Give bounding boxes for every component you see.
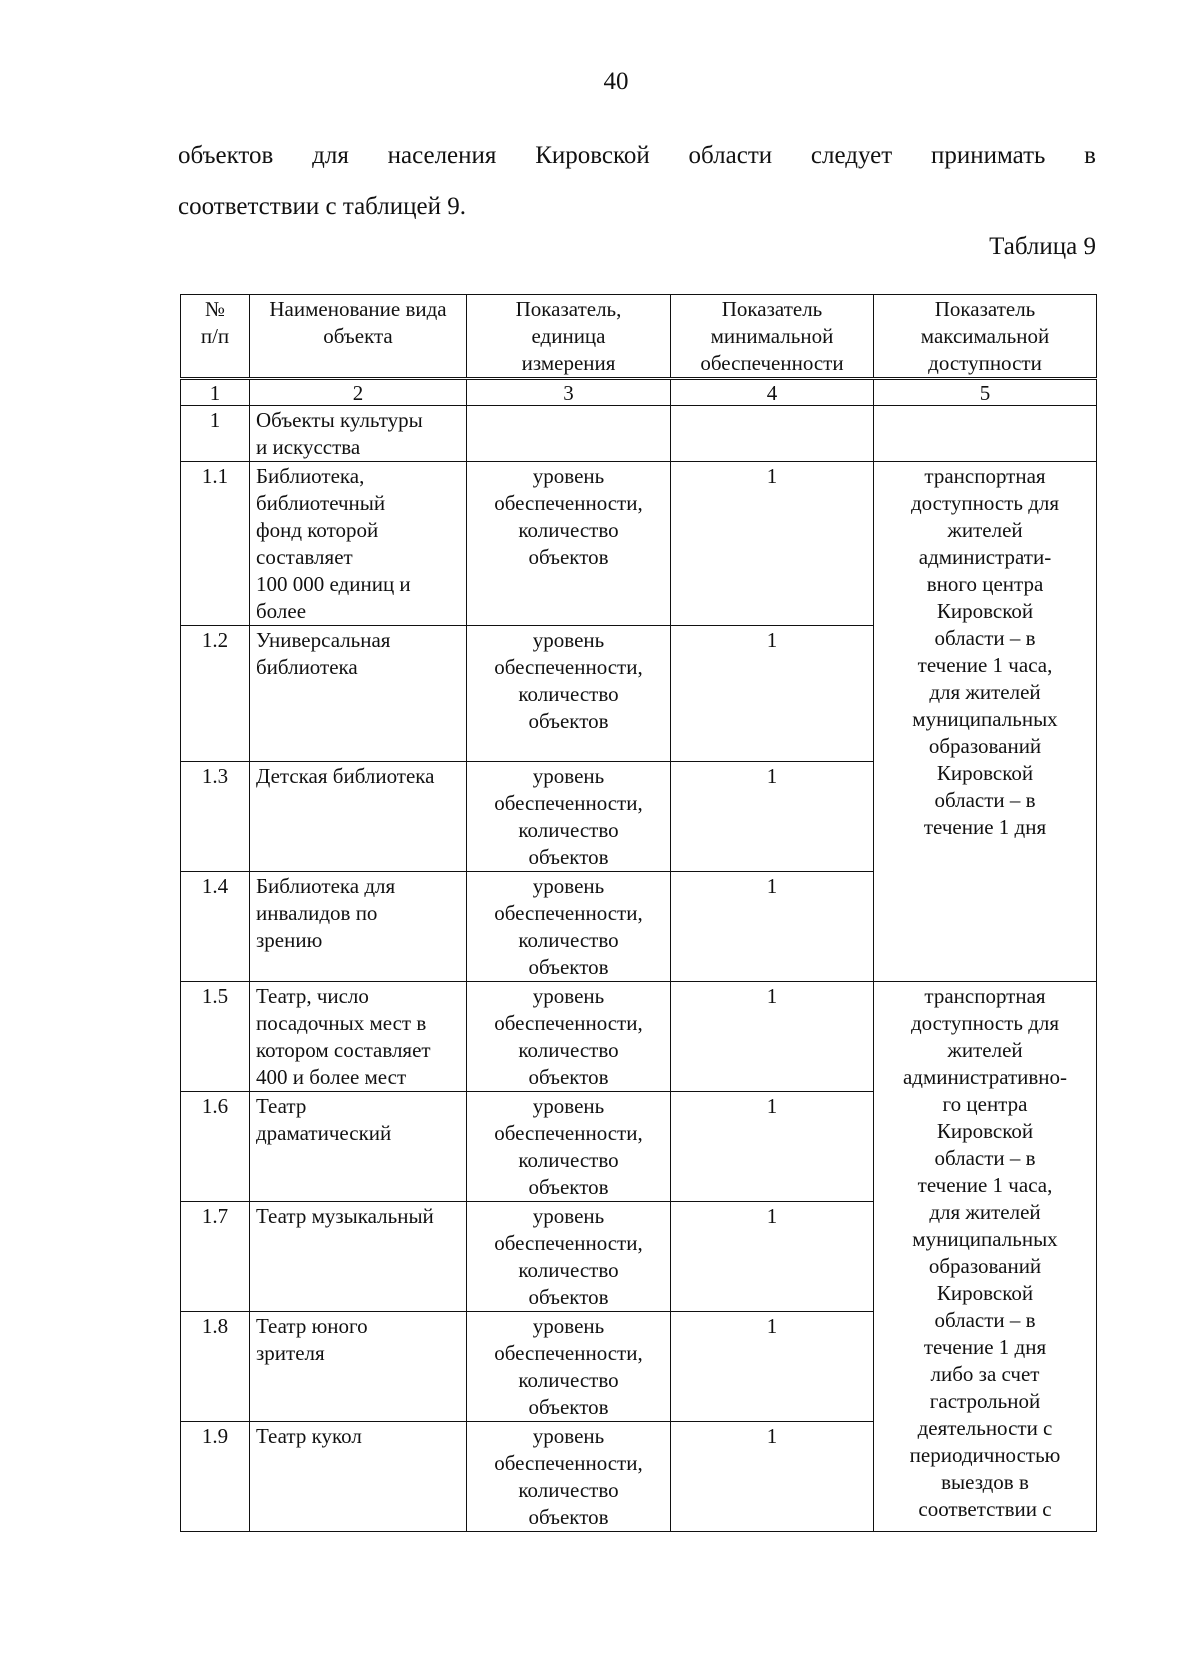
norms-table	[180, 294, 1097, 1532]
row-indicator: уровень обеспеченности, количество объектов	[467, 626, 671, 762]
row-indicator: уровень обеспеченности, количество объектов	[467, 462, 671, 626]
row-number: 1.1	[181, 462, 250, 626]
row-indicator: уровень обеспеченности, количество объектов	[467, 1312, 671, 1422]
row-min-provision: 1	[671, 762, 874, 872]
row-indicator: уровень обеспеченности, количество объектов	[467, 1422, 671, 1532]
header-max-accessibility: Показатель максимальной доступности	[874, 295, 1097, 379]
row-number: 1.4	[181, 872, 250, 982]
row-object-name: Театр, число посадочных мест в котором составляет 400 и более мест	[250, 982, 467, 1092]
intro-text-line-2: соответствии с таблицей 9.	[178, 193, 466, 220]
column-number-cell: 4	[671, 379, 874, 406]
row-object-name: Театр кукол	[250, 1422, 467, 1532]
column-number-cell: 2	[250, 379, 467, 406]
column-number-row	[181, 379, 1097, 406]
row-indicator: уровень обеспеченности, количество объектов	[467, 762, 671, 872]
row-indicator: уровень обеспеченности, количество объектов	[467, 872, 671, 982]
section-number: 1	[181, 406, 250, 462]
intro-text-line-1: объектов для населения Кировской области следует принимать в	[178, 142, 1096, 169]
row-min-provision: 1	[671, 1092, 874, 1202]
row-min-provision: 1	[671, 872, 874, 982]
max-accessibility-theatres: транспортная доступность для жителей административно- го центра Кировской области – в течение 1 часа, для жителей муниципальных образований Кировской области – в течение 1 дня либо за счет гастрольной деятельности с периодичностью выездов в соответствии с	[874, 982, 1097, 1532]
row-object-name: Универсальная библиотека	[250, 626, 467, 762]
table-row	[181, 982, 1097, 1092]
page-number: 40	[603, 68, 629, 95]
max-accessibility-libraries: транспортная доступность для жителей администрати- вного центра Кировской области – в течение 1 часа, для жителей муниципальных образований Кировской области – в течение 1 дня	[874, 462, 1097, 982]
table-caption: Таблица 9	[989, 233, 1096, 260]
row-indicator: уровень обеспеченности, количество объектов	[467, 1202, 671, 1312]
table-header-row	[181, 295, 1097, 379]
row-object-name: Библиотека для инвалидов по зрению	[250, 872, 467, 982]
header-object-type: Наименование вида объекта	[250, 295, 467, 379]
row-object-name: Библиотека, библиотечный фонд которой составляет 100 000 единиц и более	[250, 462, 467, 626]
row-indicator: уровень обеспеченности, количество объектов	[467, 982, 671, 1092]
row-number: 1.9	[181, 1422, 250, 1532]
row-min-provision: 1	[671, 1312, 874, 1422]
row-object-name: Театр драматический	[250, 1092, 467, 1202]
column-number-cell: 5	[874, 379, 1097, 406]
row-number: 1.6	[181, 1092, 250, 1202]
row-indicator: уровень обеспеченности, количество объектов	[467, 1092, 671, 1202]
column-number-cell: 3	[467, 379, 671, 406]
empty-cell	[874, 406, 1097, 462]
empty-cell	[671, 406, 874, 462]
row-object-name: Детская библиотека	[250, 762, 467, 872]
row-min-provision: 1	[671, 982, 874, 1092]
empty-cell	[467, 406, 671, 462]
header-number: № п/п	[181, 295, 250, 379]
row-min-provision: 1	[671, 626, 874, 762]
row-min-provision: 1	[671, 462, 874, 626]
row-number: 1.7	[181, 1202, 250, 1312]
header-indicator-unit: Показатель, единица измерения	[467, 295, 671, 379]
row-number: 1.8	[181, 1312, 250, 1422]
table-row	[181, 462, 1097, 626]
row-object-name: Театр юного зрителя	[250, 1312, 467, 1422]
section-row	[181, 406, 1097, 462]
column-number-cell: 1	[181, 379, 250, 406]
header-min-provision: Показатель минимальной обеспеченности	[671, 295, 874, 379]
row-number: 1.3	[181, 762, 250, 872]
row-object-name: Театр музыкальный	[250, 1202, 467, 1312]
row-number: 1.2	[181, 626, 250, 762]
row-min-provision: 1	[671, 1422, 874, 1532]
row-min-provision: 1	[671, 1202, 874, 1312]
row-number: 1.5	[181, 982, 250, 1092]
section-name: Объекты культуры и искусства	[250, 406, 467, 462]
